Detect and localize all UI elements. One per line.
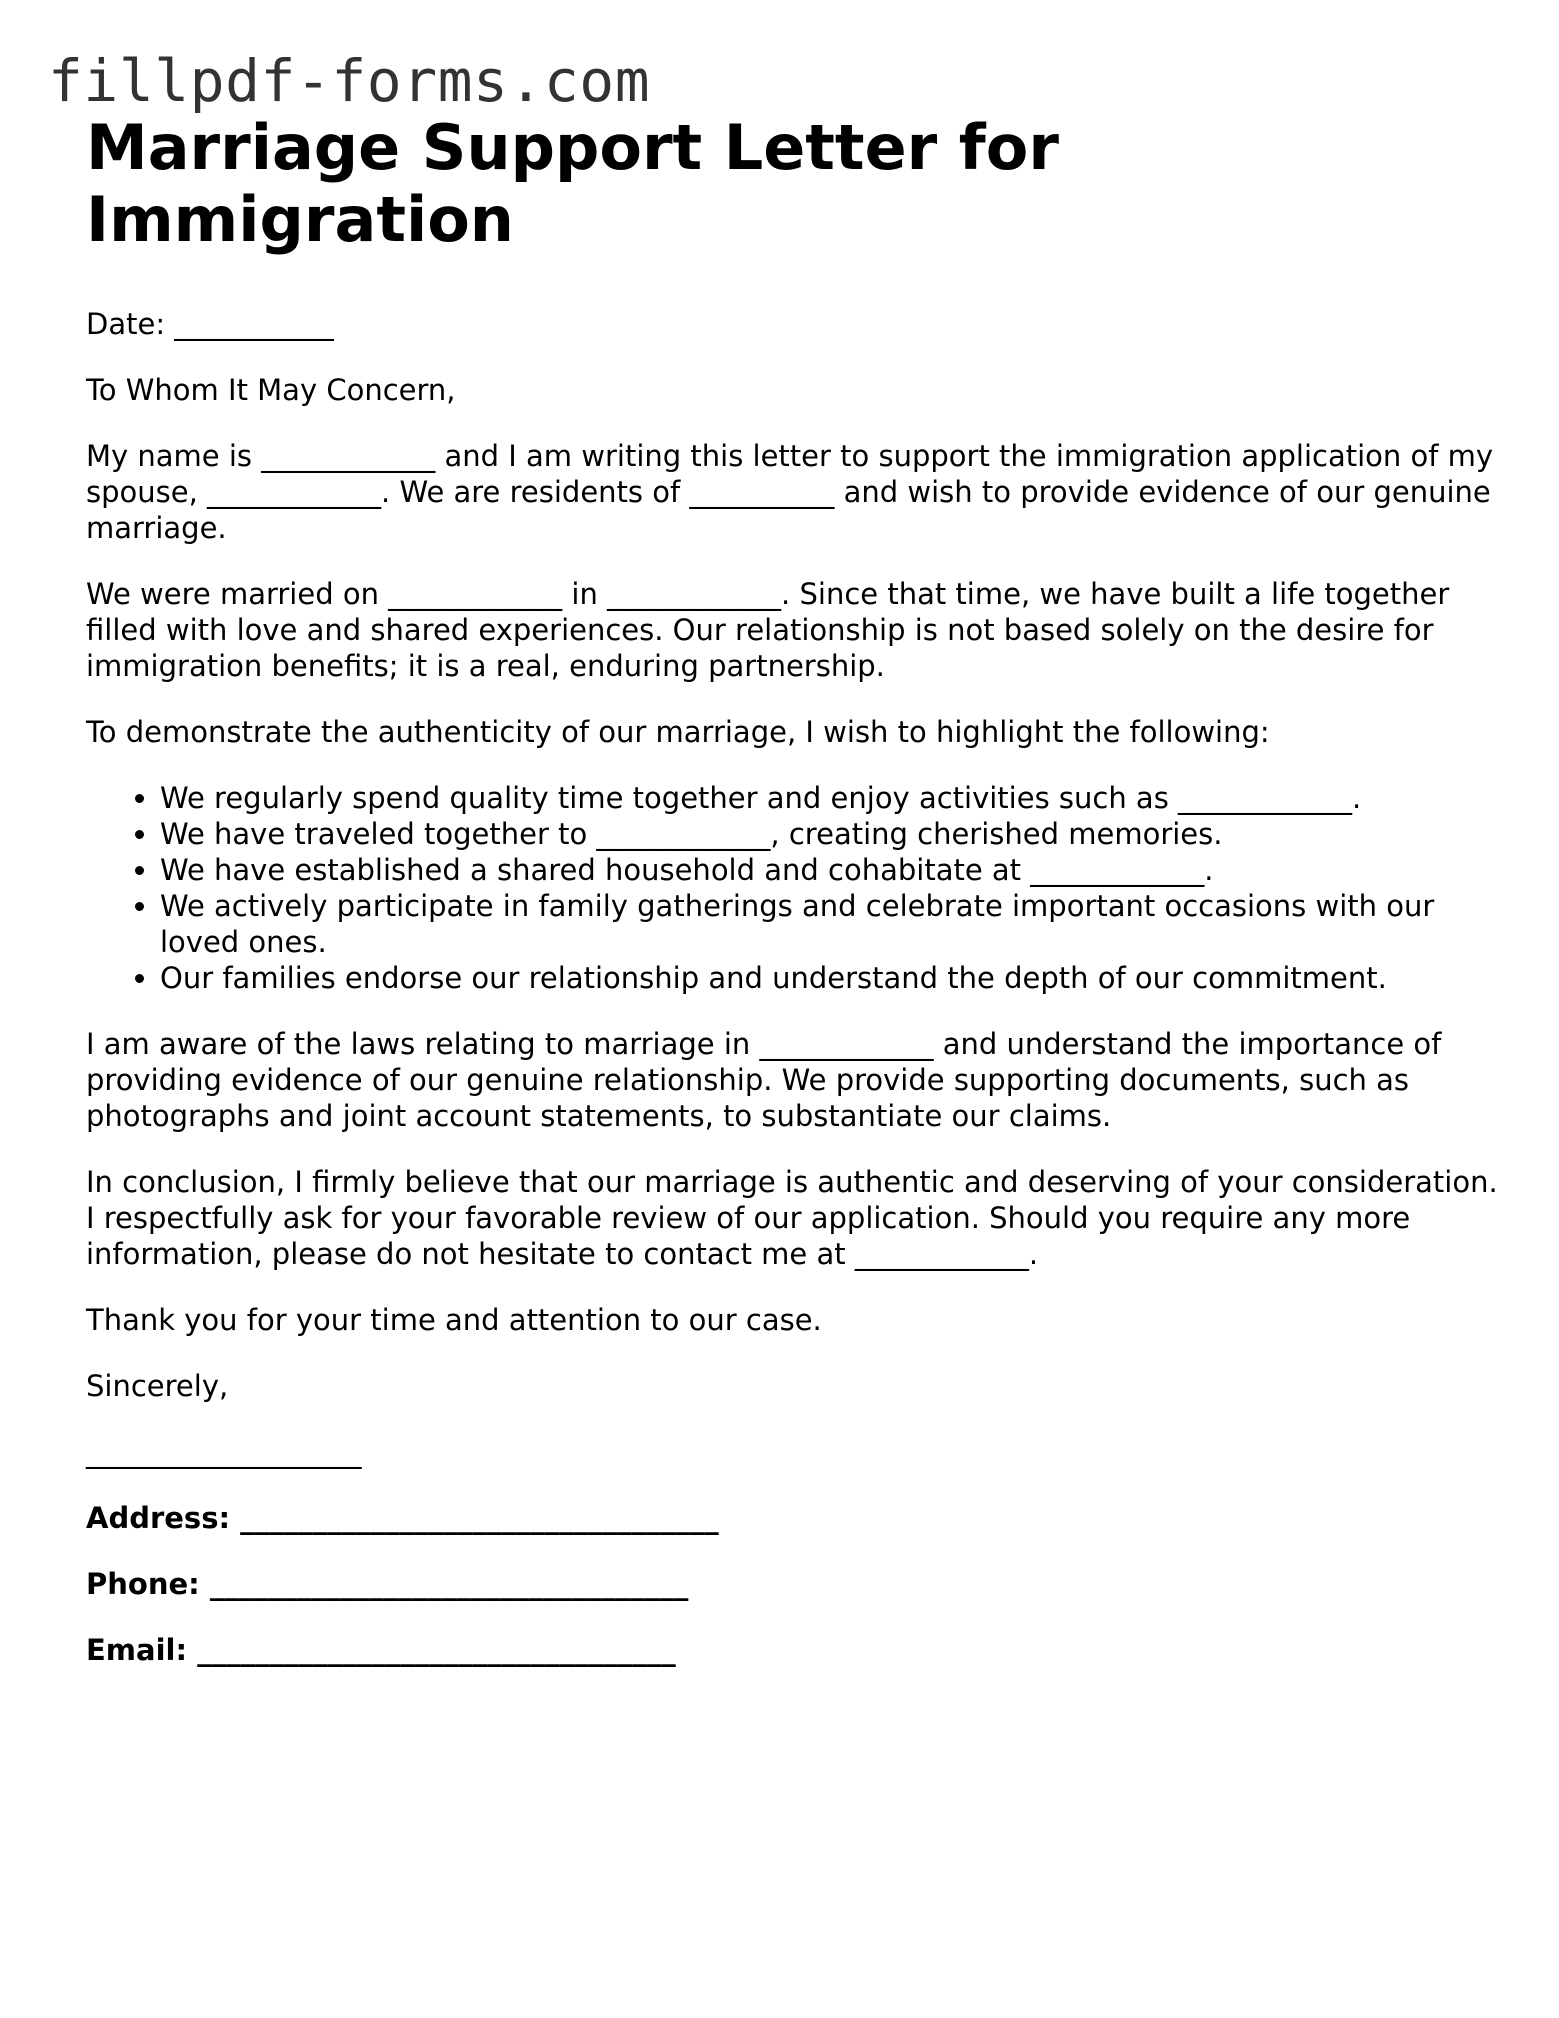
- address-field: [86, 1500, 1506, 1536]
- date-line: Date: ___________: [86, 307, 334, 341]
- list-item: • We actively participate in family gatherings and celebrate important occasions with our loved ones.: [160, 888, 1506, 960]
- signature-line: ___________________: [86, 1435, 362, 1469]
- list-item: • We have established a shared household and cohabitate at ____________.: [160, 852, 1506, 888]
- letter-page: [86, 112, 1506, 1668]
- list-item: • We have traveled together to ____________, creating cherished memories.: [160, 816, 1506, 852]
- email-label: Email:: [86, 1633, 188, 1667]
- address-label: Address:: [86, 1501, 231, 1535]
- paragraph-laws-awareness: I am aware of the laws relating to marriage in ____________ and understand the importance of providing evidence of our genuine relationship. We provide supporting documents, such as photographs and joint account statements, to substantiate our claims.: [86, 1027, 1442, 1133]
- paragraph-highlights-intro: To demonstrate the authenticity of our marriage, I wish to highlight the following:: [86, 715, 1270, 749]
- phone-field: [86, 1566, 1506, 1602]
- phone-label: Phone:: [86, 1567, 200, 1601]
- greeting: To Whom It May Concern,: [86, 373, 456, 407]
- list-item: • Our families endorse our relationship and understand the depth of our commitment.: [160, 960, 1506, 996]
- watermark: fillpdf-forms.com: [48, 47, 651, 115]
- thank-you-line: Thank you for your time and attention to our case.: [86, 1303, 822, 1337]
- paragraph-conclusion: In conclusion, I firmly believe that our marriage is authentic and deserving of your consideration. I respectfully ask for your favorable review of our application. Should you require any more information, please do not hesitate to contact me at ____________.: [86, 1165, 1498, 1271]
- phone-blank: _________________________________: [209, 1567, 689, 1601]
- email-field: [86, 1632, 1506, 1668]
- document-title: Marriage Support Letter for Immigration: [86, 111, 1059, 256]
- paragraph-introduction: My name is ____________ and I am writing this letter to support the immigration application of my spouse, ____________. We are residents of __________ and wish to provide evidence of our genuine marriage.: [86, 439, 1494, 545]
- evidence-list: [86, 780, 1506, 996]
- list-item: • We regularly spend quality time together and enjoy activities such as ____________.: [160, 780, 1506, 816]
- address-blank: _________________________________: [240, 1501, 719, 1535]
- closing-salutation: Sincerely,: [86, 1369, 229, 1403]
- email-blank: _________________________________: [197, 1633, 676, 1667]
- paragraph-marriage-details: We were married on ____________ in ____________. Since that time, we have built a life together filled with love and shared experiences. Our relationship is not based solely on the desire for immigration benefits; it is a real, enduring partnership.: [86, 577, 1450, 683]
